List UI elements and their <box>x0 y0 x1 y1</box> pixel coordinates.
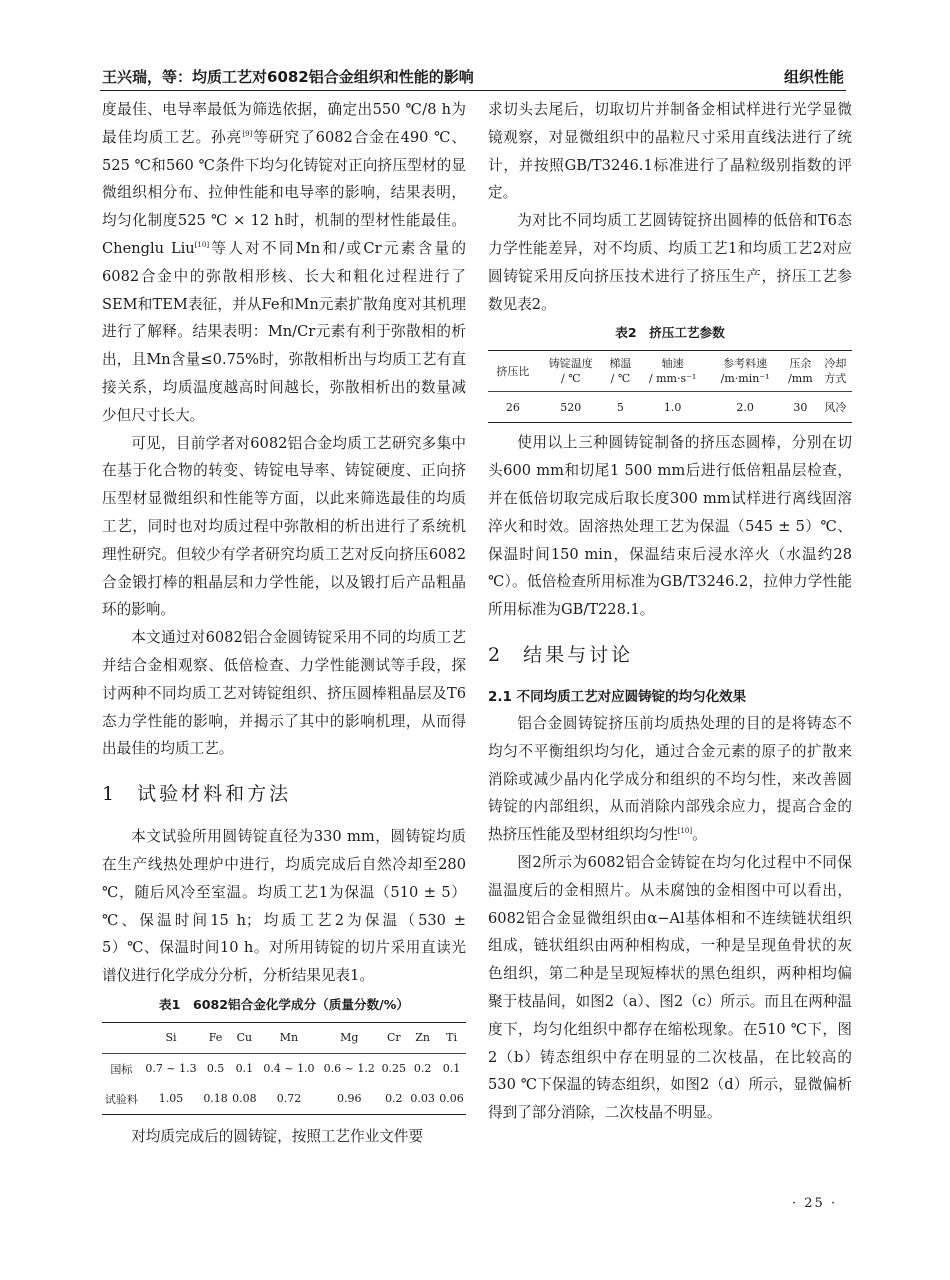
table-cell: 5 <box>616 400 624 414</box>
paragraph: 铝合金圆铸锭挤压前均质热处理的目的是将铸态不均匀不平衡组织均匀化，通过合金元素的原子的扩散来消除或减少晶内化学成分和组织的不均匀性，来改善圆铸锭的内部组织，从而消除内部残余应力，提高合金的热挤压性能及型材组织均匀性[10]。 <box>488 714 852 844</box>
table-header-cell: 轴速 / mm·s⁻¹ <box>637 351 708 392</box>
paragraph: 可见，目前学者对6082铝合金均质工艺研究多集中在基于化合物的转变、铸锭电导率、铸锭硬度、正向挤压型材显微组织和性能等方面，以此来筛选最佳的均质工艺，同时也对均质过程中弥散相的析出进行了系统机理性研究。但较少有学者研究均质工艺对反向挤压6082合金锻打棒的粗晶层和力学性能，以及锻打后产品粗晶环的影响。 <box>102 434 466 619</box>
table2-extrusion-parameters <box>488 350 852 423</box>
table-cell: 试验料 <box>104 1092 138 1106</box>
table-cell: 0.4 ~ 1.0 <box>263 1062 315 1076</box>
page-number: · 25 · <box>792 1196 838 1211</box>
table-cell: 0.18 <box>203 1092 228 1106</box>
table-header-cell: Cu <box>230 1022 259 1053</box>
paragraph: 本文试验所用圆铸锭直径为330 mm，圆铸锭均质在生产线热处理炉中进行，均质完成后自然冷却至280 ℃，随后风冷至室温。均质工艺1为保温（510 ± 5） ℃、保温时间15 h；均质工艺2为保温（530 ± 5）℃、保温时间10 h。对所用铸锭的切片采用直读光谱仪进行化学成分分析，分析结果见表1。 <box>102 828 466 985</box>
section-heading-2: 2 结果与讨论 <box>488 643 634 666</box>
paragraph: 图2所示为6082铝合金铸锭在均匀化过程中不同保温温度后的金相照片。从未腐蚀的金相图中可以看出，6082铝合金显微组织由α−Al基体相和不连续链状组织组成，链状组织由两种相构成，一种是呈现鱼骨状的灰色组织，第二种是呈现短棒状的黑色组织，两种相均偏聚于枝晶间，如图2（a）、图2（c）所示。而且在两种温度下，均匀化组织中都存在缩松现象。在510 ℃下，图2（b）铸态组织中存在明显的二次枝晶，在比较高的530 ℃下保温的铸态组织，如图2（d）所示，显微偏析得到了部分消除，二次枝晶不明显。 <box>488 853 852 1122</box>
table-header-cell: Si <box>141 1022 201 1053</box>
table-header-cell: 铸锭温度 / ℃ <box>538 351 604 392</box>
table-header-cell: 压余 /mm <box>782 351 819 392</box>
table2-caption: 表2 挤压工艺参数 <box>615 325 725 341</box>
table-header-cell: 挤压比 <box>488 351 538 392</box>
table-row <box>102 1053 466 1084</box>
table-header-cell: Ti <box>437 1022 466 1053</box>
paragraph: 为对比不同均质工艺圆铸锭挤出圆棒的低倍和T6态力学性能差异，对不均质、均质工艺1和均质工艺2对应圆铸锭采用反向挤压技术进行了挤压生产，挤压工艺参数见表2。 <box>488 212 852 313</box>
table-cell: 0.2 <box>385 1092 403 1106</box>
running-header <box>100 62 846 91</box>
table-cell: 0.03 <box>410 1092 435 1106</box>
table-cell: 0.7 ~ 1.3 <box>145 1062 197 1076</box>
table-header-cell <box>102 1022 141 1053</box>
table-cell: 0.25 <box>381 1062 407 1076</box>
table-header-cell: Zn <box>408 1022 437 1053</box>
section-heading-1: 1 试验材料和方法 <box>102 783 292 806</box>
table-header-cell: Fe <box>201 1022 230 1053</box>
right-column <box>488 96 852 1127</box>
table-cell: 0.2 <box>413 1062 432 1076</box>
table-cell: 520 <box>560 400 582 414</box>
table-cell: 1.05 <box>158 1092 184 1106</box>
table-cell: 0.6 ~ 1.2 <box>323 1062 375 1076</box>
table-cell: 0.5 <box>206 1062 225 1076</box>
table-header-cell: Cr <box>379 1022 408 1053</box>
table-header-cell: 参考料速 /m·min⁻¹ <box>708 351 782 392</box>
paragraph: 度最佳、电导率最低为筛选依据，确定出550 ℃/8 h为最佳均质工艺。孙亮[9]等研究了6082合金在490 ℃、525 ℃和560 ℃条件下均匀化铸锭对正向挤压型材的显微组织相分布、拉伸性能和电导率的影响，结果表明，均匀化制度525 ℃ × 12 h时，机制的型材性能最佳。Chenglu Liu[10]等人对不同Mn和/或Cr元素含量的6082合金中的弥散相形核、长大和粗化过程进行了SEM和TEM表征，并从Fe和Mn元素扩散角度对其机理进行了解释。结果表明：Mn/Cr元素有利于弥散相的析出，且Mn含量≤0.75%时，弥散相析出与均质工艺有直接关系，均质温度越高时间越长，弥散相析出的数量减少但尺寸长大。 <box>102 101 466 424</box>
table-cell: 30 <box>793 400 808 414</box>
table-row <box>488 392 852 423</box>
table-cell: 国标 <box>110 1062 133 1076</box>
table-cell: 2.0 <box>736 400 754 414</box>
table-header-cell: Mn <box>259 1022 319 1053</box>
table-cell: 风冷 <box>824 401 847 415</box>
table-cell: 0.72 <box>276 1092 302 1106</box>
table-cell: 0.1 <box>442 1062 461 1076</box>
header-article-title: 王兴瑞，等：均质工艺对6082铝合金组织和性能的影响 <box>102 68 474 86</box>
paragraph: 对均质完成后的圆铸锭，按照工艺作业文件要 <box>131 1127 424 1145</box>
table-cell: 0.06 <box>439 1092 464 1106</box>
table-cell: 26 <box>505 400 520 414</box>
table-header-cell: Mg <box>319 1022 379 1053</box>
table-cell: 1.0 <box>663 400 682 414</box>
table-cell: 0.96 <box>337 1092 362 1106</box>
table-row <box>102 1084 466 1115</box>
paragraph: 使用以上三种圆铸锭制备的挤压态圆棒，分别在切头600 mm和切尾1 500 mm后进行低倍粗晶层检查，并在低倍切取完成后取长度300 mm试样进行离线固溶淬火和时效。固溶热处理工艺为保温（545 ± 5）℃、保温时间150 min，保温结束后浸水淬火（水温约28 ℃）。低倍检查所用标准为GB/T3246.2，拉伸力学性能所用标准为GB/T228.1。 <box>488 434 852 619</box>
subsection-heading-2-1: 2.1 不同均质工艺对应圆铸锭的均匀化效果 <box>488 688 747 705</box>
table1-caption: 表1 6082铝合金化学成分（质量分数/%） <box>159 996 409 1012</box>
table1-chemical-composition <box>102 1022 466 1115</box>
paragraph: 本文通过对6082铝合金圆铸锭采用不同的均质工艺并结合金相观察、低倍检查、力学性能测试等手段，探讨两种不同均质工艺对铸锭组织、挤压圆棒粗晶层及T6态力学性能的影响，并揭示了其中的影响机理，从而得出最佳的均质工艺。 <box>102 629 466 758</box>
table-cell: 0.1 <box>235 1062 254 1076</box>
table-header-cell: 梯温 / ℃ <box>604 351 637 392</box>
left-column <box>102 96 466 1151</box>
paragraph: 求切头去尾后，切取切片并制备金相试样进行光学显微镜观察，对显微组织中的晶粒尺寸采用直线法进行了统计，并按照GB/T3246.1标准进行了晶粒级别指数的评定。 <box>488 101 852 202</box>
table-header-cell: 冷却 方式 <box>819 351 852 392</box>
table-cell: 0.08 <box>232 1092 257 1106</box>
header-section-label: 组织性能 <box>783 68 844 86</box>
